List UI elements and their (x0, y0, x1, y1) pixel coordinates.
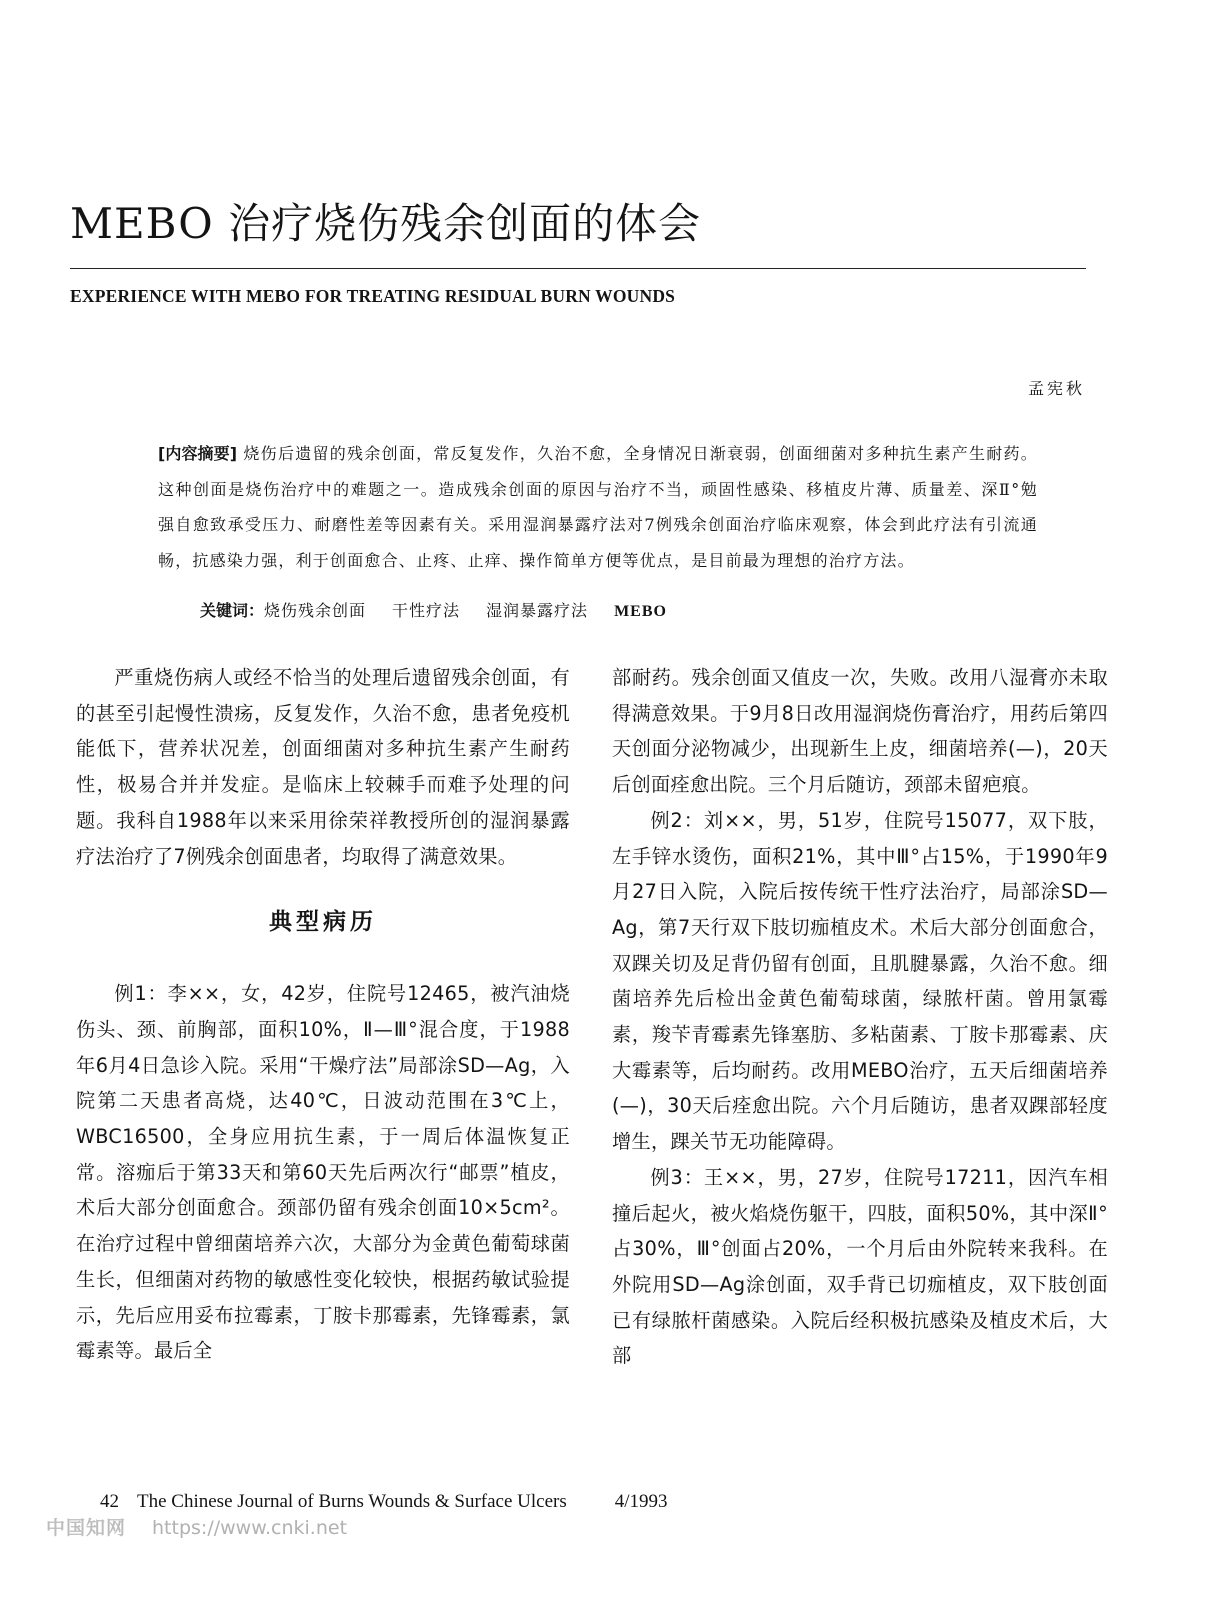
journal-name: The Chinese Journal of Burns Wounds & Surface Ulcers (137, 1491, 567, 1512)
case1-paragraph: 例1：李××，女，42岁，住院号12465，被汽油烧伤头、颈、前胸部，面积10%，Ⅱ—Ⅲ°混合度，于1988年6月4日急诊入院。采用“干燥疗法”局部涂SD—Ag，入院第二天患者高烧，达40℃，日波动范围在3℃上，WBC16500，全身应用抗生素，于一周后体温恢复正常。溶痂后于第33天和第60天先后两次行“邮票”植皮，术后大部分创面愈合。颈部仍留有残余创面10×5cm²。在治疗过程中曾细菌培养六次，大部分为金黄色葡萄球菌生长，但细菌对药物的敏感性变化较快，根据药敏试验提示，先后应用妥布拉霉素，丁胺卡那霉素，先锋霉素，氯霉素等。最后全 (76, 982, 570, 1363)
case3-paragraph: 例3：王××，男，27岁，住院号17211，因汽车相撞后起火，被火焰烧伤躯干，四肢，面积50%，其中深Ⅱ°占30%，Ⅲ°创面占20%，一个月后由外院转来我科。在外院用SD—Ag涂创面，双手背已切痂植皮，双下肢创面已有绿脓杆菌感染。入院后经积极抗感染及植皮术后，大部 (612, 1165, 1108, 1368)
abstract-label: [内容摘要] (158, 444, 238, 463)
section-heading: 典型病历 (269, 909, 377, 936)
abstract-text: 烧伤后遗留的残余创面，常反复发作，久治不愈，全身情况日渐衰弱，创面细菌对多种抗生素产生耐药。这种创面是烧伤治疗中的难题之一。造成残余创面的原因与治疗不当，顽固性感染、移植皮片薄、质量差、深Ⅱ°勉强自愈致承受压力、耐磨性差等因素有关。采用湿润暴露疗法对7例残余创面治疗临床观察，体会到此疗法有引流通畅，抗感染力强，利于创面愈合、止疼、止痒、操作简单方便等优点，是目前最为理想的治疗方法。 (158, 444, 1038, 570)
body-column-left (76, 660, 570, 1369)
intro-paragraph: 严重烧伤病人或经不恰当的处理后遗留残余创面，有的甚至引起慢性溃疡，反复发作，久治不愈，患者免疫机能低下，营养状况差，创面细菌对多种抗生素产生耐药性，极易合并并发症。是临床上较棘手而难予处理的问题。我科自1988年以来采用徐荣祥教授所创的湿润暴露疗法治疗了7例残余创面患者，均取得了满意效果。 (76, 666, 570, 868)
page-number: 42 (100, 1491, 119, 1512)
title-divider (70, 268, 1086, 269)
case1-continued-paragraph: 部耐药。残余创面又值皮一次，失败。改用八湿膏亦未取得满意效果。于9月8日改用湿润烧伤膏治疗，用药后第四天创面分泌物减少，出现新生上皮，细菌培养(—)，20天后创面痊愈出院。三个月后随访，颈部未留疤痕。 (612, 666, 1108, 797)
cnki-watermark (46, 1513, 347, 1540)
abstract (158, 436, 1038, 578)
keyword-item: 干性疗法 (392, 601, 461, 620)
article-title-cn: MEBO 治疗烧伤残余创面的体会 (70, 199, 702, 248)
case2-paragraph: 例2：刘××，男，51岁，住院号15077，双下肢，左手锌水烫伤，面积21%，其中Ⅲ°占15%，于1990年9月27日入院，入院后按传统干性疗法治疗，局部涂SD—Ag，第7天行双下肢切痂植皮术。术后大部分创面愈合，双踝关切及足背仍留有创面，且肌腱暴露，久治不愈。细菌培养先后检出金黄色葡萄球菌，绿脓杆菌。曾用氯霉素，羧苄青霉素先锋塞肪、多粘菌素、丁胺卡那霉素、庆大霉素等，后均耐药。改用MEBO治疗，五天后细菌培养(—)，30天后痊愈出院。六个月后随访，患者双踝部轻度增生，踝关节无功能障碍。 (612, 808, 1108, 1154)
keyword-item: 湿润暴露疗法 (486, 601, 589, 620)
keyword-item-en: MEBO (614, 603, 667, 620)
author-name: 孟宪秋 (1027, 379, 1085, 398)
keywords (200, 596, 667, 627)
cnki-url: https://www.cnki.net (152, 1517, 348, 1539)
body-column-right (612, 660, 1108, 1374)
keyword-item: 烧伤残余创面 (264, 601, 367, 620)
article-title-en: EXPERIENCE WITH MEBO FOR TREATING RESIDUAL BURN WOUNDS (70, 286, 676, 306)
keywords-label: 关键词： (200, 601, 265, 620)
journal-issue: 4/1993 (614, 1491, 668, 1512)
page-footer (100, 1490, 668, 1514)
cnki-logo: 中国知网 (46, 1517, 127, 1539)
